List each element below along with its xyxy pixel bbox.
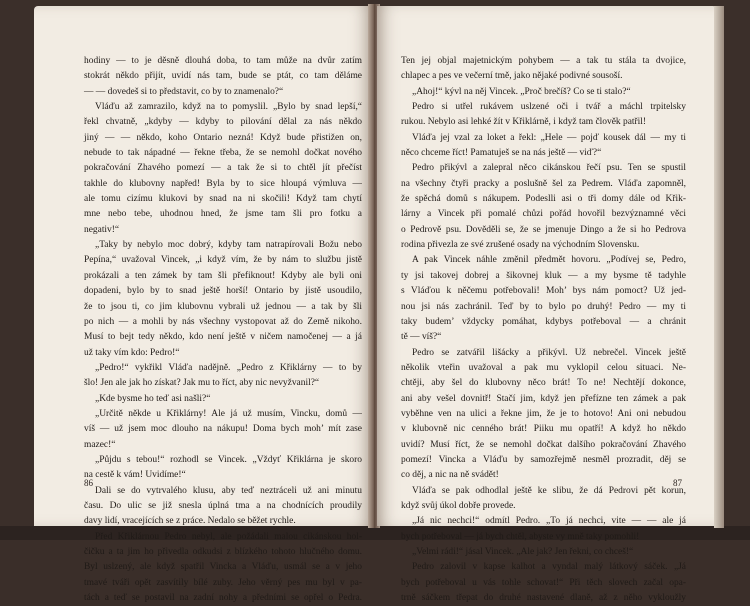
text-line: Pepína,“ uvažoval Vincek, „i když vím, že by nám to službu jistě xyxy=(84,255,362,266)
page-stack-edge xyxy=(714,6,724,528)
text-line: pokračování Zhavého pomezí — a tak že si to chtěl jít přečíst xyxy=(84,163,362,174)
right-page-text xyxy=(401,54,686,606)
text-line: řekl chvatně, „kdyby — kdyby to pilování dělal za nás někdo xyxy=(84,117,362,128)
text-line: tách a teď se postavil na zadní nohy a předními se opřel o Pedra. xyxy=(84,593,362,604)
page-number-right: 87 xyxy=(673,478,682,488)
text-line: stokrát někdo přijít, uvidí nás tam, bude se ptát, co tam děláme xyxy=(84,71,362,82)
text-line: Před Křiklárnou Pedro nebyl, ale požádali malou cikánskou hol- xyxy=(95,531,362,542)
text-line: chtěji, aby šel do klubovny něco brát! To ne! Nechtějí dokonce, xyxy=(401,378,686,389)
text-line: prokázali a ten zámek by tam šli přefiknout! Kdyby ale byli oni xyxy=(84,270,362,281)
text-line: rukou. Nebylo asi lehké žít v Křiklárně, i když tam člověk patřil! xyxy=(401,117,647,128)
text-line: Pedro si utřel rukávem uslzené oči i tvář a máchl trpitelsky xyxy=(412,102,686,113)
text-line: A pak Vincek náhle změnil předmět hovoru. „Podívej se, Pedro, xyxy=(412,255,686,266)
text-line: takhle do klubovny napřed! Byla by to sice hloupá výmluva — xyxy=(84,178,362,189)
text-line: po nich — a mohli by nás všechny vystopovat až do Země nikoho. xyxy=(84,316,362,327)
text-line: už taky vím kdo: Pedro!“ xyxy=(84,347,180,358)
text-line: rodina přivezla ze své zrušené osady na východním Slovensku. xyxy=(401,240,640,251)
text-line: vyběhne ven na ulici a řekne jim, že je to hotovo! Ani oni nebudou xyxy=(401,408,686,419)
text-line: pomezí! Vincka a Vláďu by samozřejmě nesměl prozradit, děj se xyxy=(401,454,686,465)
text-line: Pedro přikývl a zalepral něco cikánskou řečí psu. Ten se spustil xyxy=(412,163,686,174)
text-line: Vláďa se pak odhodlal ještě ke slibu, že dá Pedrovi pět korun, xyxy=(412,485,686,496)
text-line: nebude to tak nápadné — řekne třeba, že se nemohl dočkat nového xyxy=(84,148,362,159)
text-line: Ten jej objal majetnickým pohybem — a tak tu stála ta dvojice, xyxy=(401,56,686,66)
text-line: davy lidí, vracejících se z práce. Nedalo se běžet rychle. xyxy=(84,516,296,527)
text-line: ty jsi takovej dobrej a šikovnej kluk — a my bysme tě tadyhle xyxy=(401,270,686,281)
text-line: uvidí? Musí říct, že se nemohl dočkat dalšího pokračování Zhavého xyxy=(401,439,686,450)
text-line: „Já nic nechci!“ odmítl Pedro. „To já nechci, vite — — ale já xyxy=(412,516,686,527)
text-line: mazec!“ xyxy=(84,439,116,450)
text-line: „Pedro!“ vykřikl Vláďa nadějně. „Pedro z Křiklárny — to by xyxy=(95,362,362,373)
text-line: víš — už jsem moc dlouho na nákupu! Doma bych moh’ mít zase xyxy=(84,424,362,435)
text-line: s Vláďou k něčemu potřebovali! Moh’ bys nám pomoct? Už jed- xyxy=(401,286,686,297)
right-page xyxy=(377,6,717,604)
text-line: negativ!“ xyxy=(84,224,120,235)
text-line: jiný — — někdo, koho Ontario nezná! Když bude přistižen on, xyxy=(84,132,362,143)
text-line: chlapec a pes ve večerní tmě, jako nějaké podivné sousoší. xyxy=(401,71,623,82)
left-page xyxy=(34,6,371,604)
text-line: o Pedrově psu. Dověděli se, že se jmenuje Dingo a že si ho Pedrova xyxy=(401,224,686,235)
left-page-text xyxy=(84,54,362,606)
text-line: něco chceme říct! Pamatuješ se na nás ještě — viď?“ xyxy=(401,148,602,159)
text-line: že spěchá domů s nákupem. Podeslli asi o tři domy dále od Křik- xyxy=(401,194,686,205)
text-line: trně sáčkem třepat do druhé nastavené dlaně, až z něho vykloužly xyxy=(401,593,686,604)
text-line: Musí to bejt tedy někdo, kdo není ještě v ničem namočenej — a já xyxy=(84,332,362,343)
text-line: že to jsou ti, co jim klubovnu vybrali už jednou — a tak by šli xyxy=(84,301,362,312)
text-line: mne nebo tebe, uhodnou hned, že jsme tam šli pro fotku a xyxy=(84,209,362,220)
text-line: — — dovedeš si to představit, co by to znamenalo?“ xyxy=(84,86,284,97)
text-line: „Půjdu s tebou!“ rozhodl se Vincek. „Vždyť Křiklárna je skoro xyxy=(95,454,362,465)
page-number-left: 86 xyxy=(84,478,93,488)
text-line: tmavé tváři opět zasvítily bílé zuby. Jeho věrný pes mu byl v pa- xyxy=(84,577,362,588)
text-line: na všechny čtyři pracky a poslušně šel za Pedrem. Vláďa zapomněl, xyxy=(401,178,686,189)
text-line: Dali se do vytrvalého klusu, aby teď neztráceli už ani minutu xyxy=(95,485,362,496)
text-line: Byl uslzený, ale když spatřil Vincka a Vláďu, usmál se a v jeho xyxy=(84,562,362,573)
text-line: dopadeni, bylo by to snad ještě horší! Ontario by jistě usoudilo, xyxy=(84,286,362,297)
text-line: ale tomu cizímu klukovi by snad na ni skočili! Když tam chytí xyxy=(84,194,362,205)
text-line: šlo! Jen ale jak ho získat? Jak mu to říct, aby nic nevyžvanil?“ xyxy=(84,378,320,389)
text-line: Vláďu až zamrazilo, když na to pomyslil. „Bylo by snad lepší,“ xyxy=(95,102,362,113)
text-line: „Určitě někde u Křiklárny! Ale já už musím, Vincku, domů — xyxy=(95,408,362,419)
text-line: „Taky by nebylo moc dobrý, kdyby tam natrapírovali Božu nebo xyxy=(95,240,362,251)
text-line: když svůj úkol dobře provede. xyxy=(401,500,516,511)
text-line: co děj, a nic na ně svádět! xyxy=(401,470,499,481)
text-line: „Kde bysme ho teď asi našli?“ xyxy=(95,393,211,404)
text-line: v klubovně nic cenného brát! Piiku mu opatří! A když ho někdo xyxy=(401,424,686,435)
text-line: lárny a Vincek při pomalé chůzi pořád hovořil bezvýznamné věci xyxy=(401,209,686,220)
text-line: nou jsi nás zachránil. Teď by to bylo po druhý! Pedro — my ti xyxy=(401,301,686,312)
text-line: ani aby vešel dovnitř! Stačí jim, když jen přefízne ten zámek a pak xyxy=(401,393,686,404)
text-line: Pedro se zatvářil lišácky a přikývl. Už nebrečel. Vincek ještě xyxy=(412,347,686,358)
text-line: čičku a ta jim ho přivedla odkudsi z blízkého tohoto hlučného domu. xyxy=(84,547,362,557)
text-line: na cestě k vám! Uvidíme!“ xyxy=(84,470,186,481)
text-line: Vláďa jej vzal za loket a řekl: „Hele — pojď kousek dál — my ti xyxy=(412,132,686,143)
text-line: „Ahoj!“ kývl na něj Vincek. „Proč brečíš? Co se ti stalo?“ xyxy=(412,86,631,97)
text-line: několik vteřin uvažoval a pak mu vyklopil celou situaci. Ne- xyxy=(401,362,686,373)
text-line: taky budem’ vždycky pomáhat, kdybys potřeboval — a chránit xyxy=(401,316,686,327)
text-line: hodiny — to je děsně dlouhá doba, to tam může na dvůr zatím xyxy=(84,56,362,66)
text-line: „Velmi rádi!“ jásal Vincek. „Ale jak? Jen řekni, co chceš!“ xyxy=(412,547,634,557)
text-line: času. Do ulic se již snesla úplná tma a na chodnících proudily xyxy=(84,500,362,511)
text-line: bych potřeboval u vás tohle schovat!“ Při těch slovech začal opa- xyxy=(401,577,686,588)
text-line: bych potřeboval — já bych chtěl, abyste vy mně taky pomohli! xyxy=(401,531,640,542)
text-line: tě — víš?“ xyxy=(401,332,442,343)
text-line: Pedro zalovil v kapse kalhot a vyndal malý látkový sáček. „Já xyxy=(412,562,686,573)
